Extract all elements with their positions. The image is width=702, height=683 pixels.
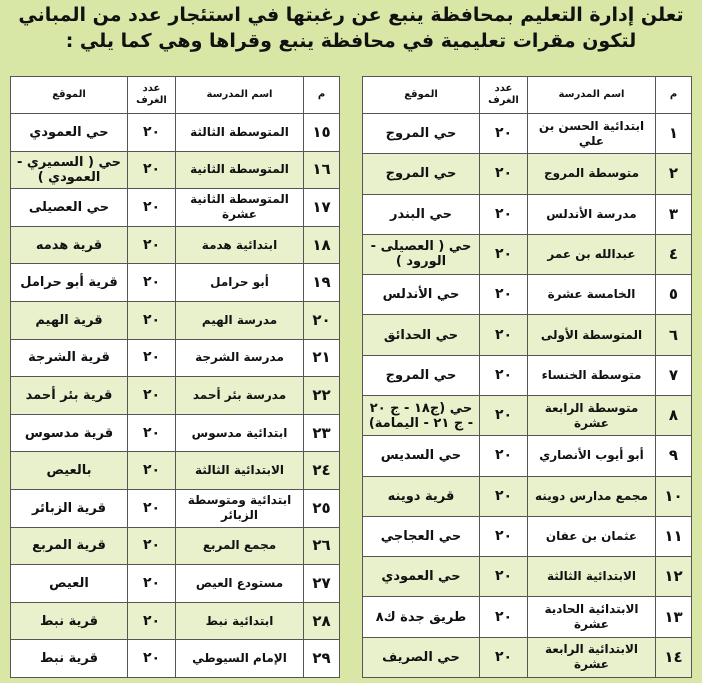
right-table-body xyxy=(363,114,692,678)
table-row xyxy=(363,315,692,355)
buildings-table-left xyxy=(10,76,340,678)
row-number: ١٢ xyxy=(656,557,692,597)
row-number: ٢١ xyxy=(304,339,340,377)
room-count: ٢٠ xyxy=(480,476,528,516)
table-row xyxy=(11,565,340,603)
table-header-row xyxy=(363,77,692,114)
row-number: ٢٧ xyxy=(304,565,340,603)
announcement-heading xyxy=(8,2,694,54)
room-count: ٢٠ xyxy=(480,597,528,637)
school-location: قرية نبط xyxy=(11,602,128,640)
buildings-table-right xyxy=(362,76,692,678)
table-row xyxy=(363,557,692,597)
room-count: ٢٠ xyxy=(480,355,528,395)
room-count: ٢٠ xyxy=(480,234,528,274)
left-table-body xyxy=(11,114,340,678)
room-count: ٢٠ xyxy=(480,194,528,234)
row-number: ٢٩ xyxy=(304,640,340,678)
school-location: قرية مدسوس xyxy=(11,414,128,452)
header-num: م xyxy=(656,77,692,114)
school-name: الابتدائية الحادية عشرة xyxy=(528,597,656,637)
school-name: ابتدائية مدسوس xyxy=(176,414,304,452)
school-location: حي العمودي xyxy=(11,114,128,152)
school-name: متوسطة الرابعة عشرة xyxy=(528,395,656,435)
room-count: ٢٠ xyxy=(480,637,528,677)
school-name: مدرسة الشرجة xyxy=(176,339,304,377)
table-row xyxy=(363,516,692,556)
school-location: قرية دوينه xyxy=(363,476,480,516)
row-number: ٦ xyxy=(656,315,692,355)
room-count: ٢٠ xyxy=(128,339,176,377)
row-number: ١٨ xyxy=(304,226,340,264)
table-row xyxy=(363,476,692,516)
room-count: ٢٠ xyxy=(480,516,528,556)
table-row xyxy=(11,377,340,415)
school-name: ابتدائية ومتوسطة الزبائر xyxy=(176,489,304,527)
table-row xyxy=(11,414,340,452)
school-name: أبو حرامل xyxy=(176,264,304,302)
school-name: مجمع مدارس دوينه xyxy=(528,476,656,516)
school-name: مدرسة الهيم xyxy=(176,301,304,339)
table-row xyxy=(11,114,340,152)
heading-line-1: تعلن إدارة التعليم بمحافظة ينبع عن رغبتها في استئجار عدد من المباني xyxy=(18,4,684,26)
room-count: ٢٠ xyxy=(128,565,176,603)
school-name: عثمان بن عفان xyxy=(528,516,656,556)
school-location: حي ( العصيلى - الورود ) xyxy=(363,234,480,274)
room-count: ٢٠ xyxy=(480,436,528,476)
school-name: المتوسطة الأولى xyxy=(528,315,656,355)
room-count: ٢٠ xyxy=(128,226,176,264)
school-location: حي السديس xyxy=(363,436,480,476)
school-name: المتوسطة الثانية xyxy=(176,151,304,189)
row-number: ٨ xyxy=(656,395,692,435)
table-row xyxy=(11,527,340,565)
row-number: ١ xyxy=(656,114,692,154)
school-location: قرية نبط xyxy=(11,640,128,678)
header-location: الموقع xyxy=(363,77,480,114)
table-row xyxy=(11,452,340,490)
table-row xyxy=(363,154,692,194)
school-location: حي المروج xyxy=(363,355,480,395)
school-name: أبو أيوب الأنصاري xyxy=(528,436,656,476)
school-name: الإمام السيوطي xyxy=(176,640,304,678)
room-count: ٢٠ xyxy=(128,452,176,490)
school-location: حي الحدائق xyxy=(363,315,480,355)
table-row xyxy=(11,189,340,227)
row-number: ٣ xyxy=(656,194,692,234)
school-location: حي (ج١٨ - ج ٢٠ - ج ٢١ - اليمامة) xyxy=(363,395,480,435)
row-number: ٤ xyxy=(656,234,692,274)
header-rooms: عدد الغرف xyxy=(128,77,176,114)
table-row xyxy=(363,194,692,234)
school-location: حي المروج xyxy=(363,114,480,154)
room-count: ٢٠ xyxy=(480,114,528,154)
row-number: ١٥ xyxy=(304,114,340,152)
row-number: ٢٤ xyxy=(304,452,340,490)
table-row xyxy=(363,637,692,677)
row-number: ٢٠ xyxy=(304,301,340,339)
row-number: ٢٥ xyxy=(304,489,340,527)
table-row xyxy=(11,640,340,678)
tables-container xyxy=(10,76,692,676)
school-location: حي العصيلى xyxy=(11,189,128,227)
header-school: اسم المدرسة xyxy=(528,77,656,114)
row-number: ٢٦ xyxy=(304,527,340,565)
school-location: قرية الزبائر xyxy=(11,489,128,527)
table-row xyxy=(11,301,340,339)
row-number: ٢٢ xyxy=(304,377,340,415)
table-row xyxy=(363,395,692,435)
school-location: العيص xyxy=(11,565,128,603)
room-count: ٢٠ xyxy=(480,315,528,355)
row-number: ١٠ xyxy=(656,476,692,516)
row-number: ٩ xyxy=(656,436,692,476)
table-row xyxy=(363,114,692,154)
school-name: متوسطة المروج xyxy=(528,154,656,194)
table-row xyxy=(11,226,340,264)
school-location: حي ( السميري - العمودي ) xyxy=(11,151,128,189)
table-row xyxy=(363,597,692,637)
room-count: ٢٠ xyxy=(128,189,176,227)
row-number: ١٤ xyxy=(656,637,692,677)
school-location: حي الأندلس xyxy=(363,275,480,315)
room-count: ٢٠ xyxy=(128,301,176,339)
table-row xyxy=(11,602,340,640)
school-name: الابتدائية الثالثة xyxy=(176,452,304,490)
room-count: ٢٠ xyxy=(480,154,528,194)
table-header-row xyxy=(11,77,340,114)
school-name: المتوسطة الثانية عشرة xyxy=(176,189,304,227)
school-name: متوسطة الخنساء xyxy=(528,355,656,395)
school-location: حي العمودي xyxy=(363,557,480,597)
row-number: ٢٨ xyxy=(304,602,340,640)
table-row xyxy=(11,264,340,302)
school-name: مدرسة الأندلس xyxy=(528,194,656,234)
table-row xyxy=(363,355,692,395)
table-row xyxy=(363,234,692,274)
school-name: ابتدائية نبط xyxy=(176,602,304,640)
header-location: الموقع xyxy=(11,77,128,114)
room-count: ٢٠ xyxy=(480,275,528,315)
school-location: حي البندر xyxy=(363,194,480,234)
row-number: ١٦ xyxy=(304,151,340,189)
header-num: م xyxy=(304,77,340,114)
room-count: ٢٠ xyxy=(128,527,176,565)
room-count: ٢٠ xyxy=(480,557,528,597)
school-location: قرية هدمه xyxy=(11,226,128,264)
table-row xyxy=(11,151,340,189)
school-location: حي العجاجي xyxy=(363,516,480,556)
school-location: طريق جدة ك٨ xyxy=(363,597,480,637)
header-school: اسم المدرسة xyxy=(176,77,304,114)
school-location: قرية المربع xyxy=(11,527,128,565)
school-name: الخامسة عشرة xyxy=(528,275,656,315)
school-name: مستودع العيص xyxy=(176,565,304,603)
row-number: ٥ xyxy=(656,275,692,315)
heading-line-2: لتكون مقرات تعليمية في محافظة ينبع وقراها وهي كما يلي : xyxy=(65,30,637,52)
row-number: ٢ xyxy=(656,154,692,194)
table-row xyxy=(363,436,692,476)
room-count: ٢٠ xyxy=(128,114,176,152)
header-rooms: عدد الغرف xyxy=(480,77,528,114)
school-name: الابتدائية الرابعة عشرة xyxy=(528,637,656,677)
school-name: ابتدائية الحسن بن علي xyxy=(528,114,656,154)
school-location: حي المروج xyxy=(363,154,480,194)
school-location: قرية الشرجة xyxy=(11,339,128,377)
school-name: مدرسة بئر أحمد xyxy=(176,377,304,415)
table-row xyxy=(11,339,340,377)
room-count: ٢٠ xyxy=(128,640,176,678)
room-count: ٢٠ xyxy=(128,489,176,527)
school-location: قرية بئر أحمد xyxy=(11,377,128,415)
row-number: ١١ xyxy=(656,516,692,556)
table-row xyxy=(11,489,340,527)
room-count: ٢٠ xyxy=(128,414,176,452)
row-number: ١٣ xyxy=(656,597,692,637)
school-location: قرية الهيم xyxy=(11,301,128,339)
row-number: ٢٣ xyxy=(304,414,340,452)
table-row xyxy=(363,275,692,315)
school-name: الابتدائية الثالثة xyxy=(528,557,656,597)
school-location: حي الصريف xyxy=(363,637,480,677)
room-count: ٢٠ xyxy=(128,377,176,415)
room-count: ٢٠ xyxy=(480,395,528,435)
room-count: ٢٠ xyxy=(128,602,176,640)
row-number: ٧ xyxy=(656,355,692,395)
school-location: قرية أبو حرامل xyxy=(11,264,128,302)
room-count: ٢٠ xyxy=(128,264,176,302)
row-number: ١٩ xyxy=(304,264,340,302)
school-location: بالعيص xyxy=(11,452,128,490)
school-name: ابتدائية هدمة xyxy=(176,226,304,264)
room-count: ٢٠ xyxy=(128,151,176,189)
school-name: المتوسطة الثالثة xyxy=(176,114,304,152)
school-name: مجمع المربع xyxy=(176,527,304,565)
row-number: ١٧ xyxy=(304,189,340,227)
school-name: عبدالله بن عمر xyxy=(528,234,656,274)
